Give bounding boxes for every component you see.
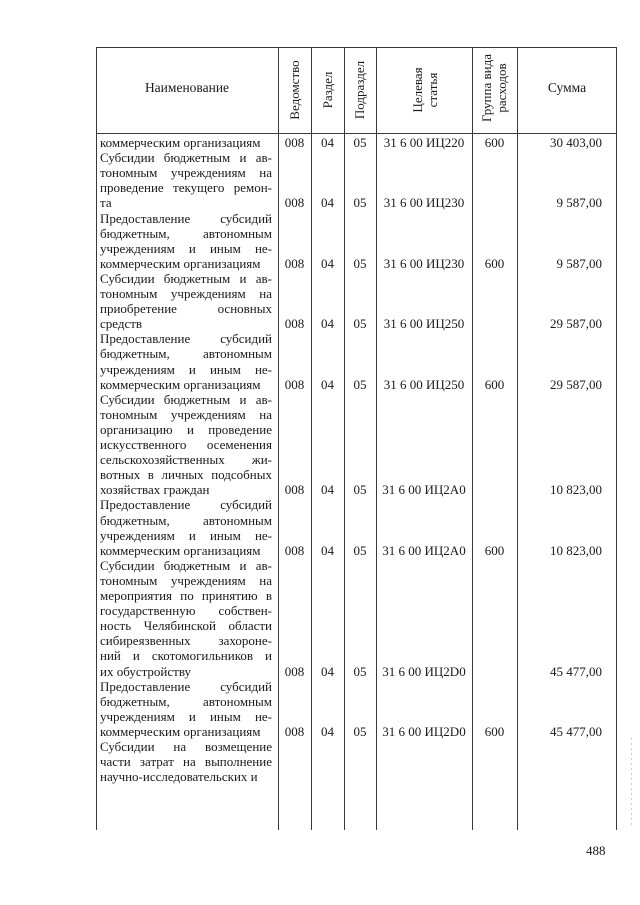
razdel-cell: 04 [321, 376, 334, 392]
col-divider-gruppa [517, 47, 518, 830]
gruppa-cell: 600 [484, 542, 505, 558]
podrazdel-cell: 05 [353, 195, 367, 211]
row-name-line: Предоставление субсидий [100, 210, 272, 226]
header-celevaya-line2: статья [425, 72, 440, 108]
row-name-line: бюджетным, автономным [100, 225, 272, 241]
vedomstvo-cell: 008 [284, 723, 305, 739]
row-name-line: тономным учреждениям на [100, 165, 272, 181]
summa-cell: 9 587,00 [556, 255, 602, 271]
header-gruppa-line2: расходов [494, 63, 509, 113]
vedomstvo-cell: 008 [284, 542, 305, 558]
row-name-line: проведение текущего ремон- [100, 180, 272, 196]
row-name-line: Субсидии бюджетным и ав- [100, 391, 272, 407]
row-name-line: Предоставление субсидий [100, 678, 272, 694]
row-name-line: учреждениям и иным не- [100, 708, 272, 724]
gruppa-cell: 600 [484, 376, 505, 392]
razdel-cell: 04 [321, 195, 334, 211]
summa-cell: 45 477,00 [550, 663, 602, 679]
page-number: 488 [586, 843, 606, 858]
row-name-line: коммерческим организациям [100, 723, 261, 739]
celevaya-cell: 31 6 00 ИЦ250 [383, 376, 465, 392]
razdel-cell: 04 [321, 542, 334, 558]
row-name-line: сибиреязвенных захороне- [100, 633, 272, 649]
vedomstvo-cell: 008 [284, 376, 305, 392]
summa-cell: 45 477,00 [550, 723, 602, 739]
row-name-line: приобретение основных [100, 301, 272, 317]
celevaya-cell: 31 6 00 ИЦ2D0 [382, 723, 466, 739]
header-name: Наименование [144, 80, 230, 95]
row-name-line: вотных в личных подсобных [100, 467, 272, 483]
row-name-line: тономным учреждениям на [100, 286, 272, 301]
row-name-line: ний и скотомогильников и [100, 648, 272, 664]
header-bottom-border [96, 133, 617, 134]
row-name-line: коммерческим организациям [100, 255, 261, 271]
header-podrazdel: Подраздел [352, 60, 367, 120]
vedomstvo-cell: 008 [284, 195, 305, 211]
gruppa-cell: 600 [484, 723, 505, 739]
row-name-line: искусственного осеменения [100, 437, 272, 452]
row-name-line: сельскохозяйственных жи- [100, 452, 272, 468]
vedomstvo-cell: 008 [284, 135, 305, 150]
row-name-line: части затрат на выполнение [100, 754, 272, 770]
celevaya-cell: 31 6 00 ИЦ2А0 [382, 542, 466, 558]
row-name-line: средств [100, 316, 143, 332]
table-right-border [616, 47, 617, 830]
row-name-line: Субсидии бюджетным и ав- [100, 557, 272, 573]
celevaya-cell: 31 6 00 ИЦ250 [383, 316, 465, 332]
gruppa-cell: 600 [484, 135, 505, 150]
header-summa: Сумма [547, 80, 587, 95]
summa-cell: 10 823,00 [550, 542, 602, 558]
summa-cell: 10 823,00 [550, 482, 602, 498]
row-name-line: коммерческим организациям [100, 376, 261, 392]
summa-cell: 29 587,00 [550, 316, 602, 332]
row-name-line: научно-исследовательских и [100, 769, 258, 785]
summa-cell: 29 587,00 [550, 376, 602, 392]
row-name-line: Субсидии бюджетным и ав- [100, 150, 272, 166]
row-name-line: учреждениям и иным не- [100, 240, 272, 256]
col-divider-vedomstvo [311, 47, 312, 830]
col-divider-razdel [344, 47, 345, 830]
razdel-cell: 04 [321, 663, 334, 679]
razdel-cell: 04 [321, 135, 334, 150]
celevaya-cell: 31 6 00 ИЦ2А0 [382, 482, 466, 498]
row-name-line: ность Челябинской области [100, 618, 272, 634]
podrazdel-cell: 05 [353, 482, 367, 498]
row-name-line: их обустройству [100, 663, 192, 679]
row-name-line: Субсидии бюджетным и ав- [100, 270, 272, 286]
row-name-line: тономным учреждениям на [100, 572, 272, 588]
row-name-line: бюджетным, автономным [100, 512, 272, 528]
podrazdel-cell: 05 [353, 255, 367, 271]
row-name-line: организацию и проведение [100, 421, 272, 437]
row-name-line: тономным учреждениям на [100, 406, 272, 422]
razdel-cell: 04 [321, 255, 334, 271]
razdel-cell: 04 [321, 482, 334, 498]
celevaya-cell: 31 6 00 ИЦ2D0 [382, 663, 466, 679]
row-name-line: хозяйствах граждан [100, 482, 210, 498]
row-name-line: учреждениям и иным не- [100, 527, 272, 543]
row-name-line: Предоставление субсидий [100, 497, 272, 513]
row-name-line: та [100, 195, 112, 211]
col-divider-celevaya [472, 47, 473, 830]
row-name-line: коммерческим организациям [100, 135, 261, 150]
celevaya-cell: 31 6 00 ИЦ220 [383, 135, 465, 150]
razdel-cell: 04 [321, 723, 334, 739]
celevaya-cell: 31 6 00 ИЦ230 [383, 195, 465, 211]
podrazdel-cell: 05 [353, 376, 367, 392]
vedomstvo-cell: 008 [284, 255, 305, 271]
header-celevaya-line1: Целевая [410, 67, 425, 113]
header-gruppa-line1: Группа вида [479, 54, 494, 122]
header-vedomstvo: Ведомство [287, 60, 302, 120]
celevaya-cell: 31 6 00 ИЦ230 [383, 255, 465, 271]
row-name-line: учреждениям и иным не- [100, 361, 272, 377]
header-razdel: Раздел [320, 71, 335, 109]
row-name-line: мероприятия по принятию в [100, 588, 272, 603]
row-name-line: Предоставление субсидий [100, 331, 272, 347]
podrazdel-cell: 05 [353, 723, 367, 739]
razdel-cell: 04 [321, 316, 334, 332]
table-left-border [96, 47, 97, 830]
row-name-line: Субсидии на возмещение [100, 739, 272, 754]
summa-cell: 30 403,00 [550, 135, 602, 150]
col-divider-podrazdel [376, 47, 377, 830]
row-name-line: государственную собствен- [100, 603, 272, 619]
podrazdel-cell: 05 [353, 135, 367, 150]
row-name-line: коммерческим организациям [100, 542, 261, 558]
table-top-border [96, 47, 617, 48]
vedomstvo-cell: 008 [284, 482, 305, 498]
vedomstvo-cell: 008 [284, 663, 305, 679]
gruppa-cell: 600 [484, 255, 505, 271]
podrazdel-cell: 05 [353, 542, 367, 558]
row-name-line: бюджетным, автономным [100, 693, 272, 709]
col-divider-name [278, 47, 279, 830]
scan-margin-marks [631, 738, 632, 828]
podrazdel-cell: 05 [353, 663, 367, 679]
summa-cell: 9 587,00 [556, 195, 602, 211]
vedomstvo-cell: 008 [284, 316, 305, 332]
podrazdel-cell: 05 [353, 316, 367, 332]
row-name-line: бюджетным, автономным [100, 346, 272, 362]
